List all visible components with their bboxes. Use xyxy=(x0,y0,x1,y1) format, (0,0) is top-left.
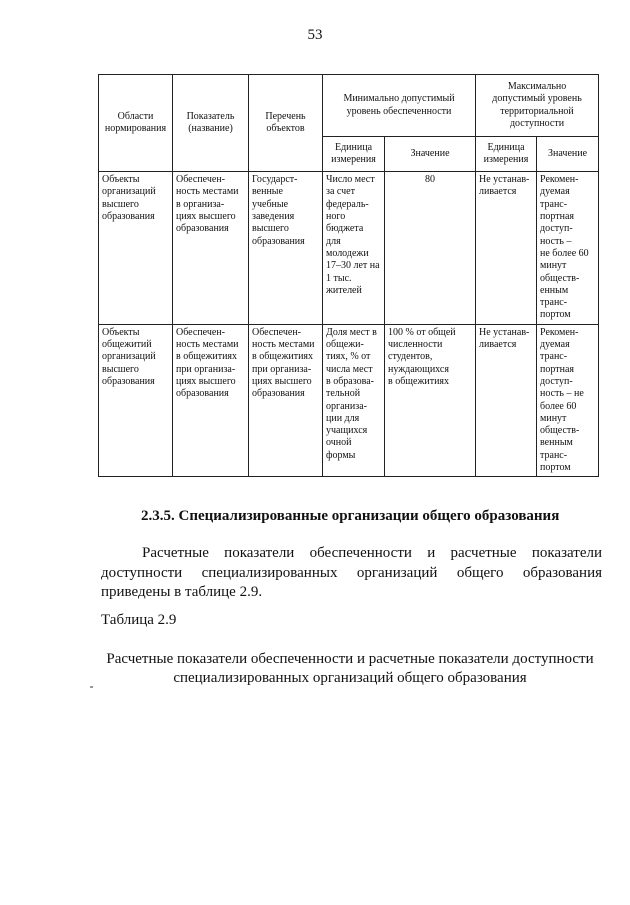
cell-area: Объекты организаций высшего образования xyxy=(99,172,173,325)
header-area: Области нормирования xyxy=(99,75,173,172)
caption-line: Расчетные показатели обеспеченности и расчетные показатели доступности xyxy=(106,651,594,667)
header-max-unit: Единица измерения xyxy=(476,137,537,172)
cell-max-unit: Не устанав- ливается xyxy=(476,324,537,477)
cell-min-value: 100 % от общей численности студентов, нуждающихся в общежитиях xyxy=(385,324,476,477)
cell-min-unit: Число мест за счет федераль- ного бюджета для молодежи 17–30 лет на 1 тыс. жителей xyxy=(323,172,385,325)
caption-line: специализированных организаций общего образования xyxy=(173,670,527,686)
header-min-unit: Единица измерения xyxy=(323,137,385,172)
table-label: Таблица 2.9 xyxy=(101,612,177,628)
header-max-level: Максимально допустимый уровень территориальной доступности xyxy=(476,75,599,137)
intro-paragraph xyxy=(101,544,602,603)
table-row xyxy=(99,324,599,477)
cell-max-value: Рекомен- дуемая транс- портная доступ- ность – не более 60 минут обществ- енным транс- портом xyxy=(537,172,599,325)
table-caption xyxy=(98,650,602,688)
cell-objects: Обеспечен- ность местами в общежитиях при организа- циях высшего образования xyxy=(249,324,323,477)
header-indicator: Показатель (название) xyxy=(173,75,249,172)
header-max-value: Значение xyxy=(537,137,599,172)
cell-min-value: 80 xyxy=(385,172,476,325)
intro-line: Расчетные показатели обеспеченности и расчетные показатели xyxy=(142,545,602,561)
cell-objects: Государст- венные учебные заведения высшего образования xyxy=(249,172,323,325)
cell-max-value: Рекомен- дуемая транс- портная доступ- ность – не более 60 минут обществ- венным транс- портом xyxy=(537,324,599,477)
header-min-value: Значение xyxy=(385,137,476,172)
header-row-top xyxy=(99,75,599,137)
header-objects: Перечень объектов xyxy=(249,75,323,172)
intro-line: приведены в таблице 2.9. xyxy=(101,584,263,600)
cell-min-unit: Доля мест в общежи- тиях, % от числа мест в образова- тельной организа- ции для учащихся очной формы xyxy=(323,324,385,477)
cell-max-unit: Не устанав- ливается xyxy=(476,172,537,325)
header-min-level: Минимально допустимый уровень обеспеченности xyxy=(323,75,476,137)
cell-indicator: Обеспечен- ность местами в общежитиях при организа- циях высшего образования xyxy=(173,324,249,477)
cell-indicator: Обеспечен- ность местами в организа- циях высшего образования xyxy=(173,172,249,325)
section-heading: 2.3.5. Специализированные организации общего образования xyxy=(141,508,560,524)
intro-line: доступности специализированных организаций общего образования xyxy=(101,564,602,581)
scan-mark xyxy=(90,686,93,688)
page-number: 53 xyxy=(307,27,323,43)
norms-table xyxy=(98,74,599,477)
table-row xyxy=(99,172,599,325)
cell-area: Объекты общежитий организаций высшего образования xyxy=(99,324,173,477)
